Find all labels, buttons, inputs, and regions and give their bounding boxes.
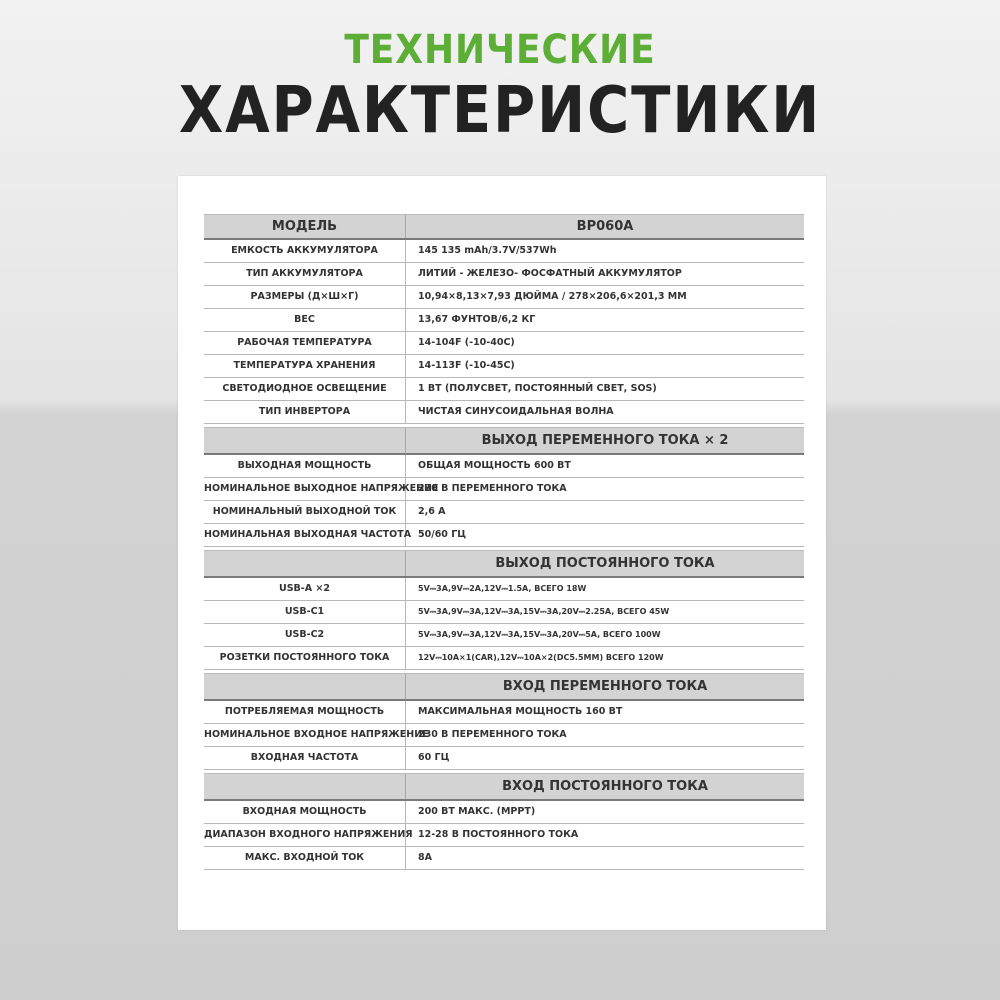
row-value: 10,94×8,13×7,93 ДЮЙМА / 278×206,6×201,3 ММ (418, 291, 687, 302)
row-label: USB-C1 (204, 601, 406, 623)
row-label: ВХОДНАЯ МОЩНОСТЬ (204, 801, 406, 823)
table-row (204, 601, 804, 624)
section-title: ВЫХОД ПОСТОЯННОГО ТОКА (495, 556, 715, 571)
table-row (204, 263, 804, 286)
table-row (204, 524, 804, 547)
section-header-dc-output (204, 550, 804, 578)
table-row (204, 747, 804, 770)
row-value: 14-113F (-10-45C) (418, 360, 515, 371)
table-row (204, 847, 804, 870)
row-label: ТИП АККУМУЛЯТОРА (204, 263, 406, 285)
table-row (204, 332, 804, 355)
row-label: ПОТРЕБЛЯЕМАЯ МОЩНОСТЬ (204, 701, 406, 723)
section-title: ВХОД ПОСТОЯННОГО ТОКА (502, 779, 708, 794)
table-row (204, 401, 804, 424)
section-header-ac-input (204, 673, 804, 701)
section-header-ac-output (204, 427, 804, 455)
row-label: НОМИНАЛЬНОЕ ВХОДНОЕ НАПРЯЖЕНИЕ (204, 724, 406, 746)
row-label: ТИП ИНВЕРТОРА (204, 401, 406, 423)
table-row (204, 824, 804, 847)
spec-table (204, 214, 804, 870)
dc-output-rows (204, 578, 804, 670)
row-label: ВХОДНАЯ ЧАСТОТА (204, 747, 406, 769)
row-value: 13,67 ФУНТОВ/6,2 КГ (418, 314, 536, 325)
row-label: МАКС. ВХОДНОЙ ТОК (204, 847, 406, 869)
row-value: 50/60 ГЦ (418, 529, 467, 540)
row-value: 5V⎓3A,9V⎓3A,12V⎓3A,15V⎓3A,20V⎓5A, ВСЕГО 100W (418, 630, 661, 639)
row-label: СВЕТОДИОДНОЕ ОСВЕЩЕНИЕ (204, 378, 406, 400)
row-label: ЕМКОСТЬ АККУМУЛЯТОРА (204, 240, 406, 262)
section-header-left-cell (204, 428, 406, 453)
general-rows (204, 240, 804, 424)
row-label: ВЕС (204, 309, 406, 331)
table-row (204, 501, 804, 524)
table-row (204, 286, 804, 309)
row-label: НОМИНАЛЬНАЯ ВЫХОДНАЯ ЧАСТОТА (204, 524, 406, 546)
table-row (204, 309, 804, 332)
row-value: ОБЩАЯ МОЩНОСТЬ 600 ВТ (418, 460, 571, 471)
spec-sheet (178, 176, 826, 930)
row-value: 60 ГЦ (418, 752, 450, 763)
section-header-left-cell (204, 551, 406, 576)
row-label: ВЫХОДНАЯ МОЩНОСТЬ (204, 455, 406, 477)
row-value: 14-104F (-10-40C) (418, 337, 515, 348)
table-row (204, 647, 804, 670)
ac-input-rows (204, 701, 804, 770)
model-header-row (204, 214, 804, 240)
row-label: ТЕМПЕРАТУРА ХРАНЕНИЯ (204, 355, 406, 377)
dc-input-rows (204, 801, 804, 870)
row-label: НОМИНАЛЬНЫЙ ВЫХОДНОЙ ТОК (204, 501, 406, 523)
table-row (204, 478, 804, 501)
section-title: ВХОД ПЕРЕМЕННОГО ТОКА (502, 679, 708, 694)
section-header-dc-input (204, 773, 804, 801)
table-row (204, 578, 804, 601)
row-label: ДИАПАЗОН ВХОДНОГО НАПРЯЖЕНИЯ (204, 824, 406, 846)
row-value: 145 135 mAh/3.7V/537Wh (418, 245, 557, 256)
model-value: BP060A (576, 219, 634, 234)
title-line-2: ХАРАКТЕРИСТИКИ (178, 74, 822, 148)
row-value: ЧИСТАЯ СИНУСОИДАЛЬНАЯ ВОЛНА (418, 406, 614, 417)
row-label: РАБОЧАЯ ТЕМПЕРАТУРА (204, 332, 406, 354)
ac-output-rows (204, 455, 804, 547)
row-value: 230 В ПЕРЕМЕННОГО ТОКА (418, 729, 567, 740)
row-label: USB-A ×2 (204, 578, 406, 600)
row-value: 200 ВТ МАКС. (MPPT) (418, 806, 536, 817)
table-row (204, 355, 804, 378)
title-line-1: ТЕХНИЧЕСКИЕ (344, 27, 656, 73)
section-header-left-cell (204, 774, 406, 799)
table-row (204, 801, 804, 824)
row-label: РАЗМЕРЫ (Д×Ш×Г) (204, 286, 406, 308)
table-row (204, 624, 804, 647)
table-row (204, 455, 804, 478)
row-label: USB-C2 (204, 624, 406, 646)
row-value: 5V⎓3A,9V⎓2A,12V⎓1.5A, ВСЕГО 18W (418, 584, 587, 593)
row-value: 5V⎓3A,9V⎓3A,12V⎓3A,15V⎓3A,20V⎓2.25A, ВСЕГО 45W (418, 607, 670, 616)
table-row (204, 724, 804, 747)
row-value: ЛИТИЙ - ЖЕЛЕЗО- ФОСФАТНЫЙ АККУМУЛЯТОР (418, 268, 682, 279)
section-header-left-cell (204, 674, 406, 699)
table-row (204, 240, 804, 263)
row-value: 12-28 В ПОСТОЯННОГО ТОКА (418, 829, 579, 840)
table-row (204, 701, 804, 724)
row-label: РОЗЕТКИ ПОСТОЯННОГО ТОКА (204, 647, 406, 669)
table-row (204, 378, 804, 401)
section-title: ВЫХОД ПЕРЕМЕННОГО ТОКА × 2 (481, 433, 729, 448)
row-value: 12V⎓10A×1(CAR),12V⎓10A×2(DC5.5MM) ВСЕГО 120W (418, 653, 664, 662)
model-label: МОДЕЛЬ (204, 215, 406, 238)
row-label: НОМИНАЛЬНОЕ ВЫХОДНОЕ НАПРЯЖЕНИЕ (204, 478, 406, 500)
row-value: 230 В ПЕРЕМЕННОГО ТОКА (418, 483, 567, 494)
row-value: МАКСИМАЛЬНАЯ МОЩНОСТЬ 160 ВТ (418, 706, 623, 717)
row-value: 1 ВТ (ПОЛУСВЕТ, ПОСТОЯННЫЙ СВЕТ, SOS) (418, 383, 657, 394)
row-value: 2,6 А (418, 506, 446, 517)
row-value: 8А (418, 852, 432, 863)
